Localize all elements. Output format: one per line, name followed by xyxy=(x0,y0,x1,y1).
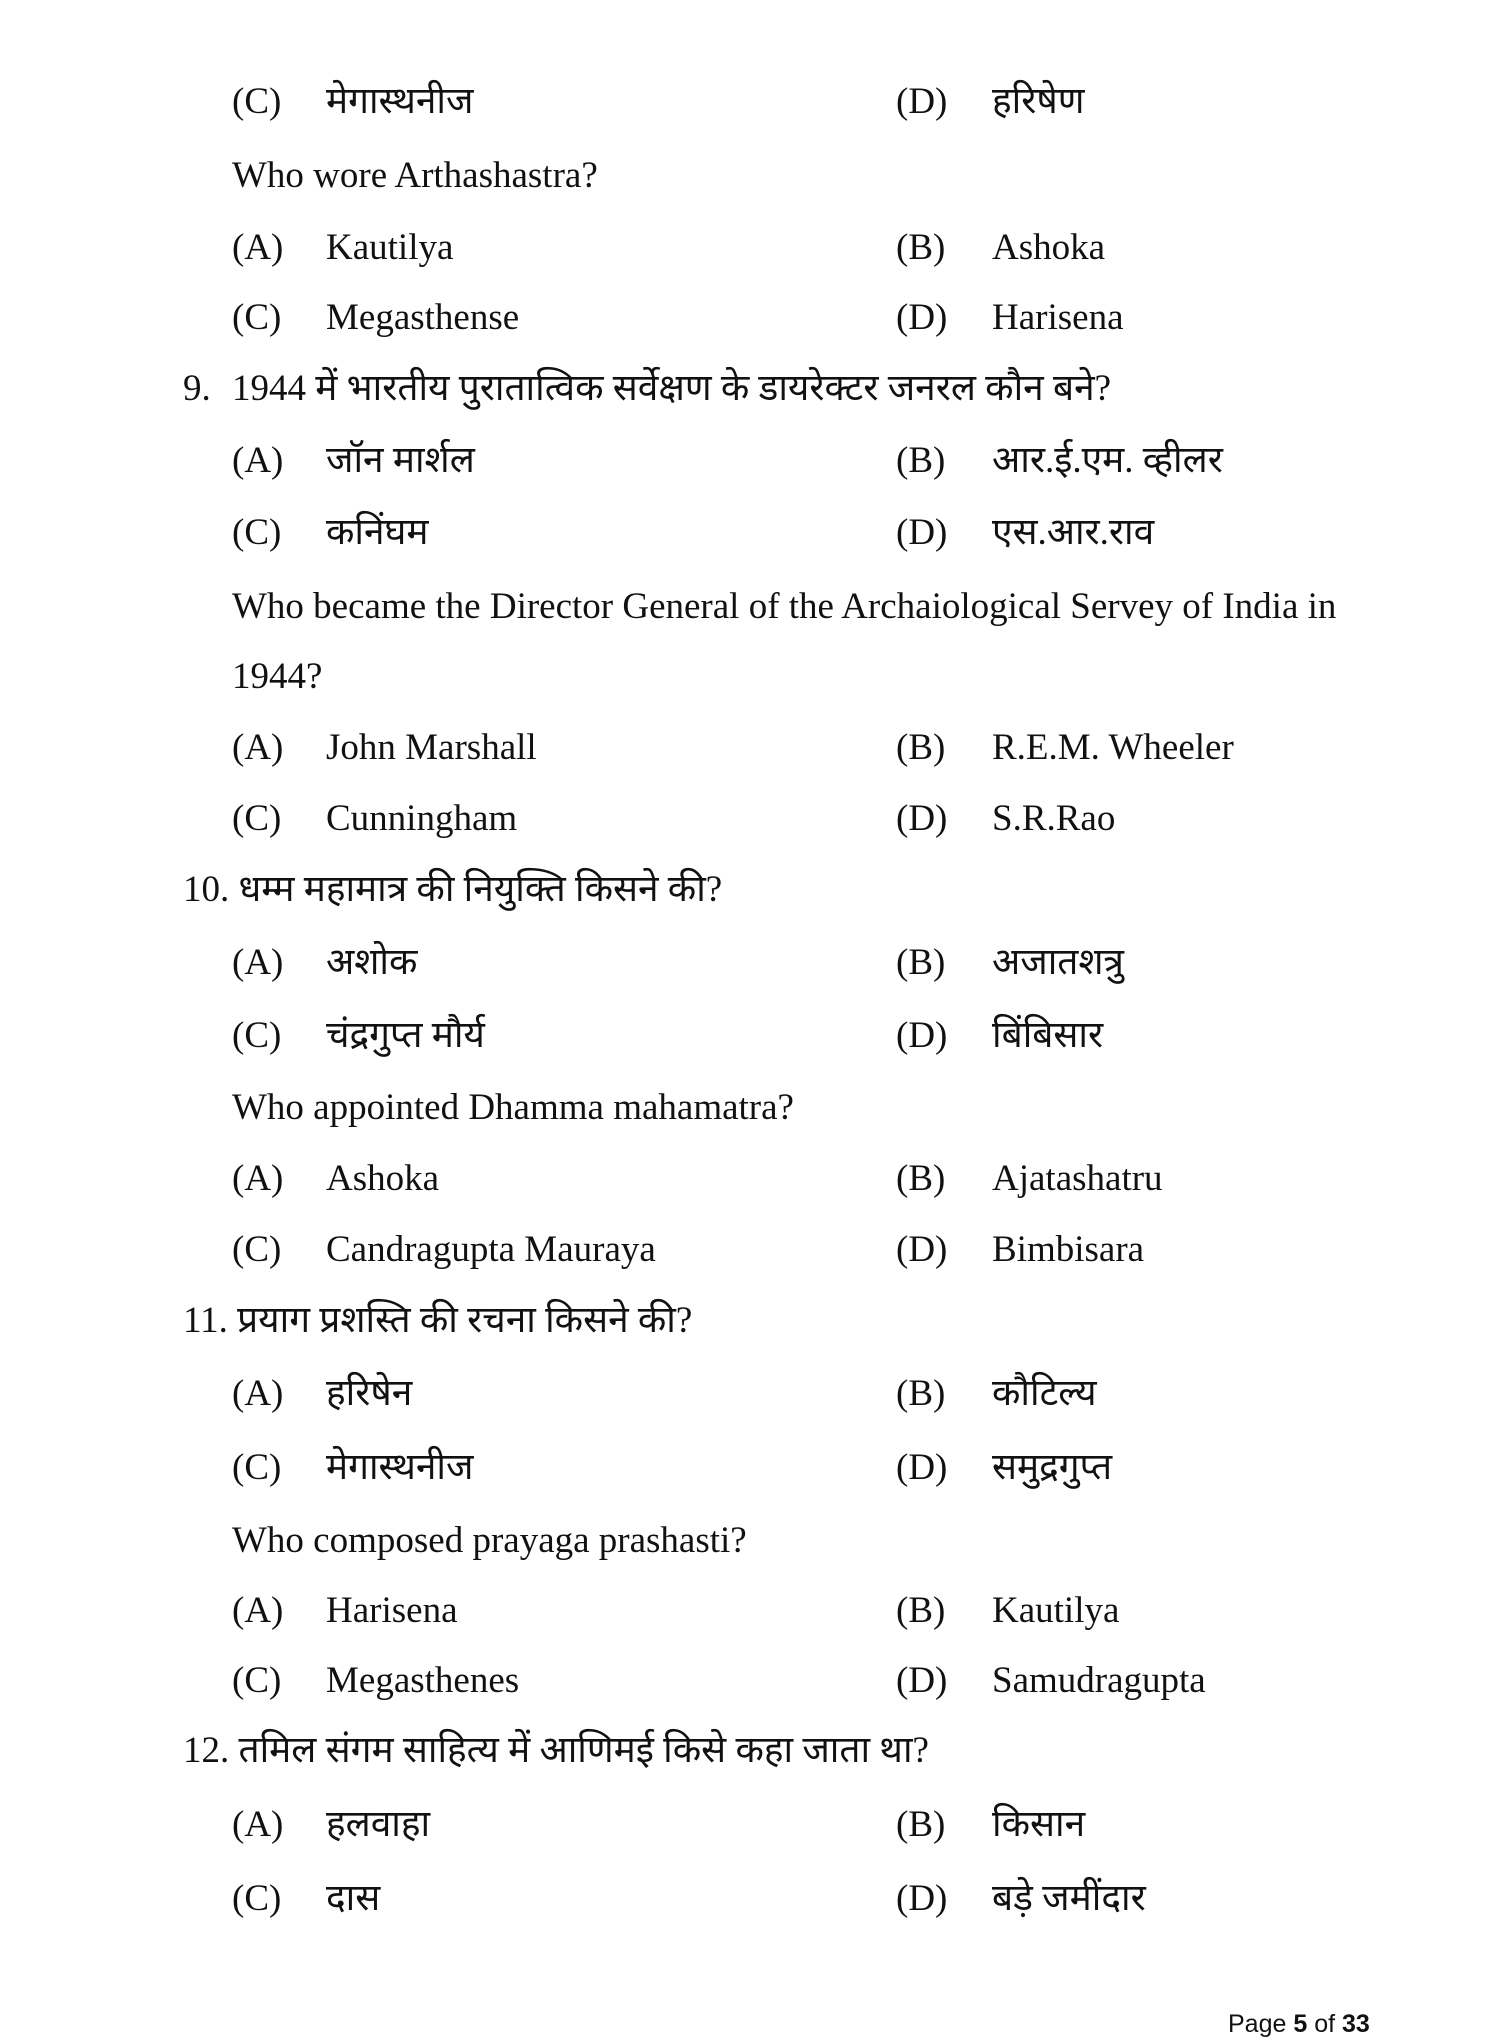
question-row xyxy=(0,1286,1505,1356)
option-text: बिंबिसार xyxy=(992,1015,1104,1056)
option-text: एस.आर.राव xyxy=(992,512,1155,553)
option-label: (D) xyxy=(896,1447,948,1488)
option-text: R.E.M. Wheeler xyxy=(992,727,1234,768)
question-text-english: Who wore Arthashastra? xyxy=(232,155,598,196)
option-label: (D) xyxy=(896,1660,948,1701)
option-text: मेगास्थनीज xyxy=(326,1447,474,1488)
question-row xyxy=(0,354,1505,424)
question-text-english: Who became the Director General of the Archaiological Servey of India in xyxy=(232,586,1337,627)
option-text: Ashoka xyxy=(326,1158,440,1199)
option-row xyxy=(0,784,1505,854)
option-label: (C) xyxy=(232,1660,282,1701)
option-label: (A) xyxy=(232,1158,284,1199)
option-row xyxy=(0,67,1505,137)
option-text: आर.ई.एम. व्हीलर xyxy=(992,440,1223,481)
question-text-hindi: 12. तमिल संगम साहित्य में आणिमई किसे कहा जाता था? xyxy=(183,1730,929,1771)
option-row xyxy=(0,213,1505,283)
question-row xyxy=(0,1506,1505,1576)
question-text-hindi: 1944 में भारतीय पुरातात्विक सर्वेक्षण के डायरेक्टर जनरल कौन बने? xyxy=(232,368,1112,409)
option-label: (A) xyxy=(232,440,284,481)
option-text: कनिंघम xyxy=(326,512,429,553)
option-label: (A) xyxy=(232,1804,284,1845)
question-row xyxy=(0,855,1505,925)
option-text: Megasthenes xyxy=(326,1660,520,1701)
option-label: (C) xyxy=(232,1015,282,1056)
option-label: (A) xyxy=(232,727,284,768)
option-text: किसान xyxy=(992,1804,1086,1845)
total-page-count: 33 xyxy=(1342,2010,1370,2038)
question-text-english: Who composed prayaga prashasti? xyxy=(232,1520,747,1561)
option-label: (C) xyxy=(232,1229,282,1270)
option-text: चंद्रगुप्त मौर्य xyxy=(326,1015,485,1056)
option-row xyxy=(0,1001,1505,1071)
option-text: Candragupta Mauraya xyxy=(326,1229,656,1270)
option-label: (C) xyxy=(232,512,282,553)
option-label: (B) xyxy=(896,227,946,268)
option-label: (D) xyxy=(896,81,948,122)
option-row xyxy=(0,1576,1505,1646)
option-text: Harisena xyxy=(992,297,1124,338)
option-label: (B) xyxy=(896,1804,946,1845)
option-label: (D) xyxy=(896,1229,948,1270)
question-text-english-continued: 1944? xyxy=(232,656,323,697)
option-label: (B) xyxy=(896,942,946,983)
option-label: (D) xyxy=(896,512,948,553)
option-label: (C) xyxy=(232,81,282,122)
option-label: (B) xyxy=(896,440,946,481)
option-text: Harisena xyxy=(326,1590,458,1631)
question-row xyxy=(0,1073,1505,1143)
option-text: बड़े जमींदार xyxy=(992,1878,1146,1919)
option-text: अजातशत्रु xyxy=(992,942,1124,983)
option-row xyxy=(0,1646,1505,1716)
option-text: S.R.Rao xyxy=(992,798,1116,839)
option-text: John Marshall xyxy=(326,727,537,768)
option-text: हलवाहा xyxy=(326,1804,431,1845)
option-text: Kautilya xyxy=(992,1590,1120,1631)
question-text-hindi: 11. प्रयाग प्रशस्ति की रचना किसने की? xyxy=(183,1300,693,1341)
option-label: (B) xyxy=(896,1373,946,1414)
question-text-hindi: 10. धम्म महामात्र की नियुक्ति किसने की? xyxy=(183,869,723,910)
option-label: (B) xyxy=(896,1590,946,1631)
option-text: Ashoka xyxy=(992,227,1106,268)
option-row xyxy=(0,1433,1505,1503)
option-row xyxy=(0,1359,1505,1429)
option-text: कौटिल्य xyxy=(992,1373,1097,1414)
option-label: (B) xyxy=(896,727,946,768)
question-text-english: Who appointed Dhamma mahamatra? xyxy=(232,1087,794,1128)
option-label: (C) xyxy=(232,1878,282,1919)
option-text: अशोक xyxy=(326,942,418,983)
option-label: (B) xyxy=(896,1158,946,1199)
option-text: Cunningham xyxy=(326,798,518,839)
option-row xyxy=(0,928,1505,998)
current-page-number: 5 xyxy=(1293,2010,1308,2038)
option-label: (D) xyxy=(896,1015,948,1056)
option-row xyxy=(0,1864,1505,1934)
option-text: Bimbisara xyxy=(992,1229,1145,1270)
option-label: (C) xyxy=(232,1447,282,1488)
option-row xyxy=(0,1215,1505,1285)
option-label: (D) xyxy=(896,297,948,338)
option-label: (A) xyxy=(232,942,284,983)
footer-prefix: Page xyxy=(1228,2010,1294,2038)
option-label: (C) xyxy=(232,297,282,338)
option-label: (D) xyxy=(896,798,948,839)
option-text: Ajatashatru xyxy=(992,1158,1163,1199)
option-text: दास xyxy=(326,1878,381,1919)
option-label: (C) xyxy=(232,798,282,839)
option-row xyxy=(0,1144,1505,1214)
option-text: समुद्रगुप्त xyxy=(992,1447,1113,1488)
option-text: Kautilya xyxy=(326,227,454,268)
option-row xyxy=(0,1790,1505,1860)
option-row xyxy=(0,426,1505,496)
option-text: हरिषेण xyxy=(992,81,1085,122)
option-row xyxy=(0,283,1505,353)
option-text: जॉन मार्शल xyxy=(326,440,475,481)
option-label: (A) xyxy=(232,1590,284,1631)
option-label: (A) xyxy=(232,227,284,268)
option-row xyxy=(0,498,1505,568)
option-label: (A) xyxy=(232,1373,284,1414)
option-label: (D) xyxy=(896,1878,948,1919)
option-text: हरिषेन xyxy=(326,1373,413,1414)
footer-separator: of xyxy=(1307,2010,1342,2038)
question-row xyxy=(0,572,1505,642)
question-row xyxy=(0,1716,1505,1786)
page-number-footer xyxy=(1228,2006,1370,2042)
question-row xyxy=(0,642,1505,712)
option-text: मेगास्थनीज xyxy=(326,81,474,122)
question-row xyxy=(0,141,1505,211)
option-text: Megasthense xyxy=(326,297,520,338)
option-text: Samudragupta xyxy=(992,1660,1206,1701)
question-number: 9. xyxy=(183,368,211,409)
option-row xyxy=(0,713,1505,783)
